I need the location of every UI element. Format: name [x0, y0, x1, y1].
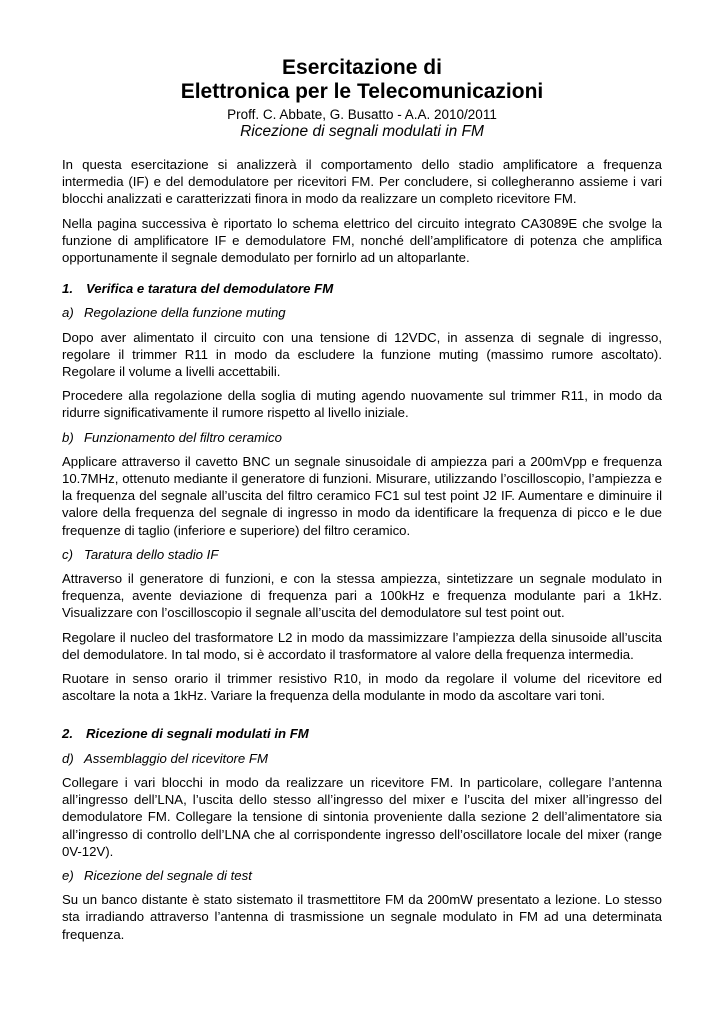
subsection-number: c): [62, 546, 73, 562]
paragraph: Regolare il nucleo del trasformatore L2 in modo da massimizzare l’ampiezza della sinusoide all’uscita del demodulatore. In tal modo, si è accordato il trasformatore al valore della frequenza intermedia.: [62, 629, 662, 662]
paragraph: Attraverso il generatore di funzioni, e con la stessa ampiezza, sintetizzare un segnale modulato in frequenza, avente deviazione di frequenza pari a 100kHz e frequenza modulante pari a 1kHz. Visualizzare con l’oscilloscopio il segnale all’uscita del demodulatore sul test point out.: [62, 571, 662, 621]
subsection-number: e): [62, 867, 74, 883]
section-number: 2.: [62, 726, 73, 742]
subsection-heading: [62, 546, 662, 563]
section-heading: [62, 280, 662, 297]
intro-paragraph: In questa esercitazione si analizzerà il comportamento dello stadio amplificatore a frequenza intermedia (IF) e del demodulatore per ricevitori FM. Per concludere, si collegheranno assieme i vari blocchi analizzati e caratterizzati finora in modo da realizzare un completo ricevitore FM.: [62, 157, 662, 207]
paragraph: Procedere alla regolazione della soglia di muting agendo nuovamente sul trimmer R11, in modo da ridurre significativamente il rumore rispetto al livello iniziale.: [62, 388, 662, 421]
subsection-title: Taratura dello stadio IF: [84, 546, 219, 562]
subsection-heading: [62, 867, 662, 884]
section-number: 1.: [62, 281, 73, 297]
section-spacer: [62, 711, 662, 725]
paragraph: Applicare attraverso il cavetto BNC un segnale sinusoidale di ampiezza pari a 200mVpp e frequenza 10.7MHz, ottenuto mediante il generatore di funzioni. Misurare, utilizzando l’oscilloscopio, l’ampiezza e la frequenza del segnale all’uscita del filtro ceramico FC1 sul test point J2 IF. Aumentare e diminuire il valore della frequenza del segnale di ingresso in modo da identificare la frequenza di picco e le due frequenze di taglio (inferiore e superiore) del filtro ceramico.: [62, 453, 662, 538]
paragraph: Ruotare in senso orario il trimmer resistivo R10, in modo da regolare il volume del ricevitore ed ascoltare la nota a 1kHz. Variare la frequenza della modulante in modo da ascoltare vari toni.: [62, 671, 662, 704]
subsection-number: b): [62, 429, 74, 445]
document-title-line1: Esercitazione di: [282, 56, 442, 79]
paragraph: Collegare i vari blocchi in modo da realizzare un ricevitore FM. In particolare, collegare l’antenna all’ingresso dell’LNA, l’uscita dello stesso all’ingresso del mixer e l’uscita del mixer all’ingresso del demodulatore FM. Collegare la tensione di sintonia proveniente dalla sezione 2 dell’alimentatore sia all’ingresso di controllo dell’LNA che al corrispondente ingresso dell’oscillatore locale del mixer (range 0V-12V).: [62, 774, 662, 859]
subsection-title: Funzionamento del filtro ceramico: [84, 429, 282, 445]
subsection-number: d): [62, 750, 74, 766]
section-heading: [62, 725, 662, 742]
subsection-title: Assemblaggio del ricevitore FM: [84, 750, 268, 766]
paragraph: Dopo aver alimentato il circuito con una tensione di 12VDC, in assenza di segnale di ingresso, regolare il trimmer R11 in modo da escludere la funzione muting (massimo rumore ascoltato). Regolare il volume a livelli accettabili.: [62, 329, 662, 380]
section-title: Verifica e taratura del demodulatore FM: [86, 281, 334, 297]
subsection-heading: [62, 429, 662, 446]
subsection-title: Ricezione del segnale di test: [84, 867, 252, 883]
subsection-title: Regolazione della funzione muting: [84, 305, 286, 321]
intro-paragraph: Nella pagina successiva è riportato lo schema elettrico del circuito integrato CA3089E che svolge la funzione di amplificatore IF e demodulatore FM, nonché dell’amplificatore di potenza che amplifica opportunamente il segnale demodulato per fornirlo ad un altoparlante.: [62, 215, 662, 266]
document-subtitle: Ricezione di segnali modulati in FM: [240, 123, 484, 140]
authors-line: Proff. C. Abbate, G. Busatto - A.A. 2010/2011: [227, 107, 497, 122]
subsection-heading: [62, 304, 662, 321]
paragraph: Su un banco distante è stato sistemato il trasmettitore FM da 200mW presentato a lezione. Lo stesso sta irradiando attraverso l’antenna di trasmissione un segnale modulato in FM ad una determinata frequenza.: [62, 892, 662, 942]
document-title-line2: Elettronica per le Telecomunicazioni: [180, 80, 544, 103]
subsection-number: a): [62, 305, 74, 321]
section-title: Ricezione di segnali modulati in FM: [86, 726, 309, 742]
document-body: [62, 156, 662, 950]
subsection-heading: [62, 750, 662, 767]
